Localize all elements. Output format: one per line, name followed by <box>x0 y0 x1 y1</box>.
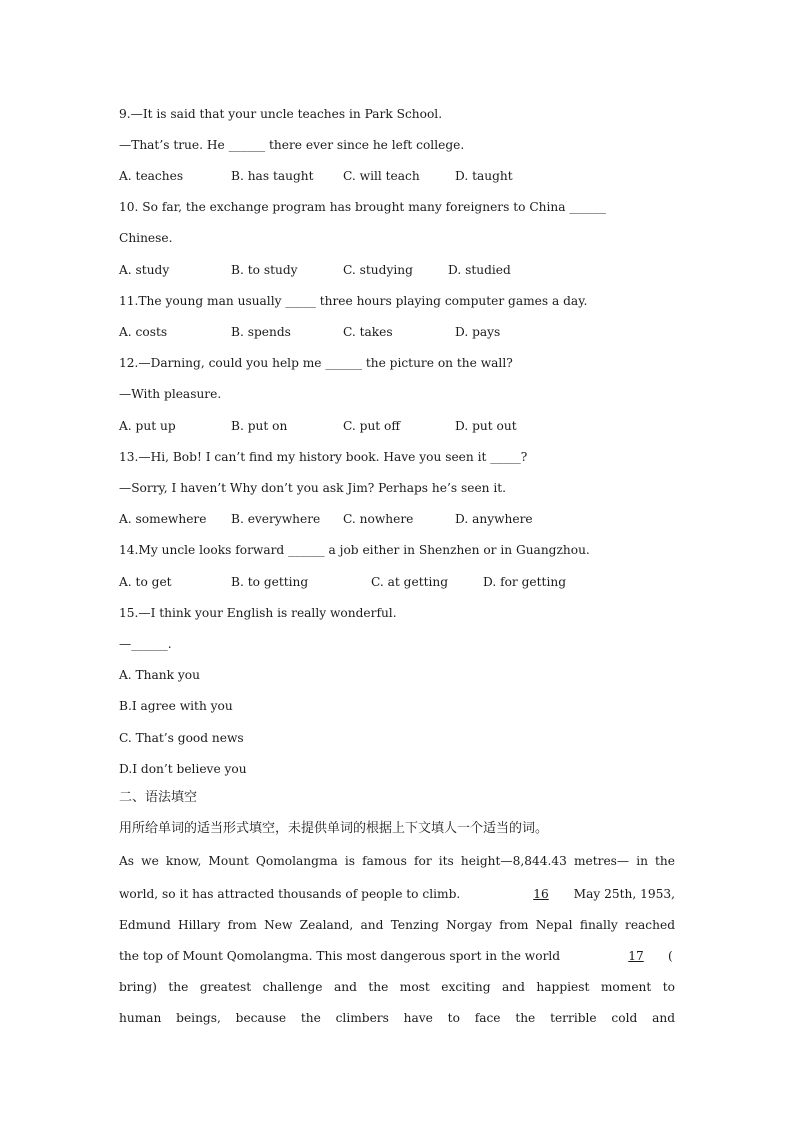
passage-line-1: As we know, Mount Qomolangma is famous for its height—8,844.43 metres— in the <box>119 854 675 868</box>
option-c: C. put off <box>343 419 401 433</box>
passage-text: the top of Mount Qomolangma. This most dangerous sport in the world <box>119 949 561 963</box>
passage-line-4 <box>119 948 675 964</box>
option-d: D. pays <box>455 325 501 339</box>
option-a: A. costs <box>119 325 168 339</box>
passage-line-5: bring) the greatest challenge and the most exciting and happiest moment to <box>119 980 675 994</box>
option-d: D. anywhere <box>455 512 533 526</box>
question-11-stem: 11.The young man usually _____ three hours playing computer games a day. <box>119 294 588 308</box>
passage-text: ( <box>668 949 673 963</box>
question-12-stem: 12.—Darning, could you help me ______ the picture on the wall? <box>119 356 513 370</box>
question-10-line2: Chinese. <box>119 231 173 245</box>
option-a: A. teaches <box>119 169 184 183</box>
option-b: B. to study <box>231 263 298 277</box>
option-a: A. put up <box>119 419 176 433</box>
option-d: D. taught <box>455 169 513 183</box>
question-12-line2: —With pleasure. <box>119 387 222 401</box>
passage-line-3: Edmund Hillary from New Zealand, and Tenzing Norgay from Nepal finally reached <box>119 918 675 932</box>
question-13-stem: 13.—Hi, Bob! I can’t find my history book. Have you seen it _____? <box>119 450 528 464</box>
section-heading: 二、语法填空 <box>119 790 198 805</box>
passage-text: world, so it has attracted thousands of people to climb. <box>119 887 461 901</box>
option-c: C. takes <box>343 325 393 339</box>
question-10-stem: 10. So far, the exchange program has brought many foreigners to China ______ <box>119 200 606 214</box>
option-b: B. everywhere <box>231 512 321 526</box>
option-c: C. at getting <box>371 575 449 589</box>
option-b: B. put on <box>231 419 288 433</box>
question-15-option-c: C. That’s good news <box>119 731 244 745</box>
option-d: D. put out <box>455 419 517 433</box>
question-9-stem: 9.—It is said that your uncle teaches in Park School. <box>119 107 443 121</box>
question-15-option-b: B.I agree with you <box>119 699 233 713</box>
question-9-line2: —That’s true. He ______ there ever since he left college. <box>119 138 465 152</box>
question-15-stem: 15.—I think your English is really wonderful. <box>119 606 397 620</box>
option-b: B. has taught <box>231 169 314 183</box>
option-c: C. studying <box>343 263 413 277</box>
option-d: D. for getting <box>483 575 566 589</box>
option-a: A. somewhere <box>119 512 207 526</box>
option-d: D. studied <box>448 263 511 277</box>
section-instruction: 用所给单词的适当形式填空，未提供单词的根据上下文填人一个适当的词。 <box>119 821 549 836</box>
option-c: C. will teach <box>343 169 420 183</box>
option-b: B. to getting <box>231 575 309 589</box>
question-15-option-a: A. Thank you <box>119 668 200 682</box>
option-a: A. to get <box>119 575 172 589</box>
option-c: C. nowhere <box>343 512 414 526</box>
blank-17: 17 <box>628 949 644 963</box>
question-15-line2: —______. <box>119 637 172 651</box>
blank-16: 16 <box>533 887 549 901</box>
question-15-option-d: D.I don’t believe you <box>119 762 247 776</box>
question-14-stem: 14.My uncle looks forward ______ a job either in Shenzhen or in Guangzhou. <box>119 543 590 557</box>
passage-line-6: human beings, because the climbers have to face the terrible cold and <box>119 1011 675 1025</box>
question-13-line2: —Sorry, I haven’t Why don’t you ask Jim? Perhaps he’s seen it. <box>119 481 507 495</box>
option-b: B. spends <box>231 325 291 339</box>
passage-line-2 <box>119 886 675 902</box>
passage-text: May 25th, 1953, <box>573 887 675 901</box>
option-a: A. study <box>119 263 170 277</box>
